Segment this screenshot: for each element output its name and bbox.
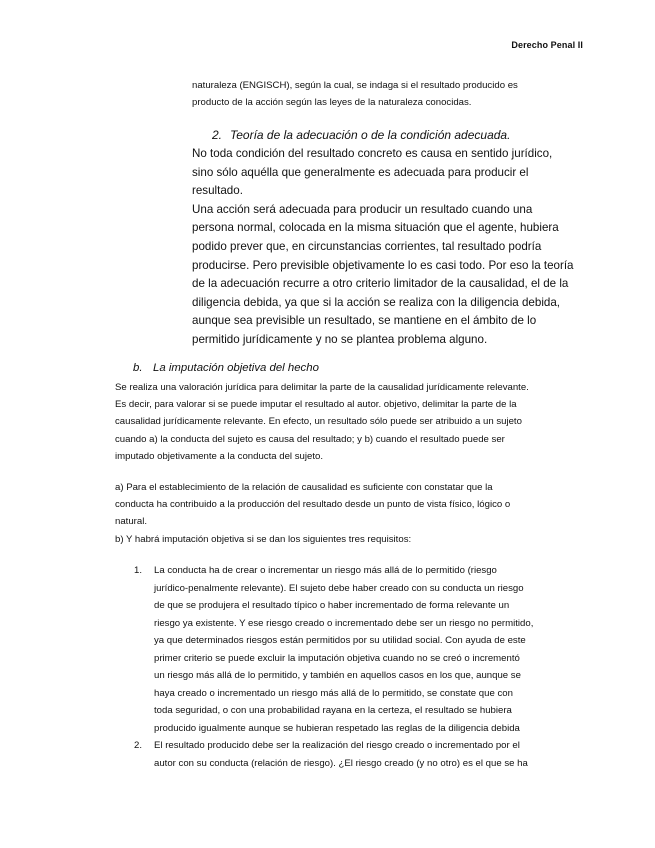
text-line: Una acción será adecuada para producir un resultado cuando una (192, 202, 533, 216)
section-number: 2. (212, 128, 223, 142)
section-b-paragraph-2 (115, 479, 585, 548)
text-line: un riesgo más allá de lo permitido, y también en aquellos casos en los que, aunque se (154, 670, 521, 681)
text-line: de que se produjera el resultado típico o haber incrementado de forma relevante un (154, 600, 510, 611)
text-line: Es decir, para valorar si se puede imputar el resultado al autor. objetivo, delimitar la parte de la (115, 399, 517, 411)
list-item (134, 562, 574, 737)
section-2-body (192, 145, 592, 350)
section-title: La imputación objetiva del hecho (153, 362, 319, 374)
text-line: naturaleza (ENGISCH), según la cual, se indaga si el resultado producido es (192, 80, 518, 91)
text-line: causalidad jurídicamente relevante. En efecto, un resultado sólo puede ser atribuido a un sujeto (115, 416, 522, 428)
section-title: Teoría de la adecuación o de la condición adecuada. (230, 128, 511, 142)
text-line: aunque sea previsible un resultado, se mantiene en el ámbito de lo (192, 314, 537, 328)
text-line: ya que determinados riesgos están permitidos por su utilidad social. Con ayuda de este (154, 635, 526, 646)
text-line: conducta ha contribuido a la producción del resultado desde un punto de vista físico, lógico o (115, 499, 511, 511)
section-b-heading (133, 362, 319, 374)
list-number: 2. (134, 740, 143, 751)
text-line: primer criterio se puede excluir la imputación objetiva cuando no se creó o incrementó (154, 652, 520, 664)
text-line: b) Y habrá imputación objetiva si se dan los siguientes tres requisitos: (115, 533, 412, 545)
text-line: producto de la acción según las leyes de la naturaleza conocidas. (192, 96, 472, 108)
text-line: producido igualmente aunque se hubieran respetado las reglas de la diligencia debida (154, 722, 520, 734)
text-line: cuando a) la conducta del sujeto es causa del resultado; y b) cuando el resultado puede ser (115, 433, 505, 445)
text-line: producirse. Pero previsible objetivamente lo es casi todo. Por eso la teoría (192, 258, 574, 272)
text-line: natural. (115, 516, 147, 528)
text-line: haya creado o incrementado un riesgo más allá de lo permitido, se constate que con (154, 687, 513, 699)
text-line: de la adecuación recurre a otro criterio limitador de la causalidad, el de la (192, 277, 569, 291)
list-item (134, 737, 574, 772)
section-b-paragraph-1 (115, 379, 585, 465)
text-line: jurídico-penalmente relevante). El sujeto debe haber creado con su conducta un riesgo (154, 582, 524, 594)
text-line: No toda condición del resultado concreto es causa en sentido jurídico, (192, 147, 553, 160)
text-line: permitido jurídicamente y no se plantea problema alguno. (192, 332, 488, 346)
text-line: autor con su conducta (relación de riesgo). ¿El riesgo creado (y no otro) es el que se ha (154, 757, 528, 769)
running-header: Derecho Penal II (511, 40, 583, 50)
text-line: podido prever que, en circunstancias corrientes, tal resultado podría (192, 239, 542, 253)
text-line: imputado objetivamente a la conducta del sujeto. (115, 450, 323, 462)
text-line: a) Para el establecimiento de la relación de causalidad es suficiente con constatar que la (115, 482, 493, 493)
text-line: sino sólo aquélla que generalmente es adecuada para producir el (192, 165, 529, 179)
text-line: riesgo ya existente. Y ese riesgo creado o incrementado debe ser un riesgo no permitido, (154, 617, 534, 629)
text-line: Se realiza una valoración jurídica para delimitar la parte de la causalidad jurídicamente relevante. (115, 382, 529, 393)
text-line: La conducta ha de crear o incrementar un riesgo más allá de lo permitido (riesgo (154, 565, 497, 576)
section-letter: b. (133, 362, 143, 374)
text-line: El resultado producido debe ser la realización del riesgo creado o incrementado por el (154, 740, 520, 751)
intro-paragraph (192, 78, 592, 111)
text-line: persona normal, colocada en la misma situación que el agente, hubiera (192, 221, 559, 235)
requirements-list (134, 562, 574, 772)
text-line: toda seguridad, o con una probabilidad rayana en la certeza, el resultado se hubiera (154, 705, 512, 716)
text-line: resultado. (192, 184, 243, 198)
section-2-heading (192, 128, 592, 142)
list-number: 1. (134, 565, 143, 576)
text-line: diligencia debida, ya que si la acción se realiza con la diligencia debida, (192, 295, 561, 309)
